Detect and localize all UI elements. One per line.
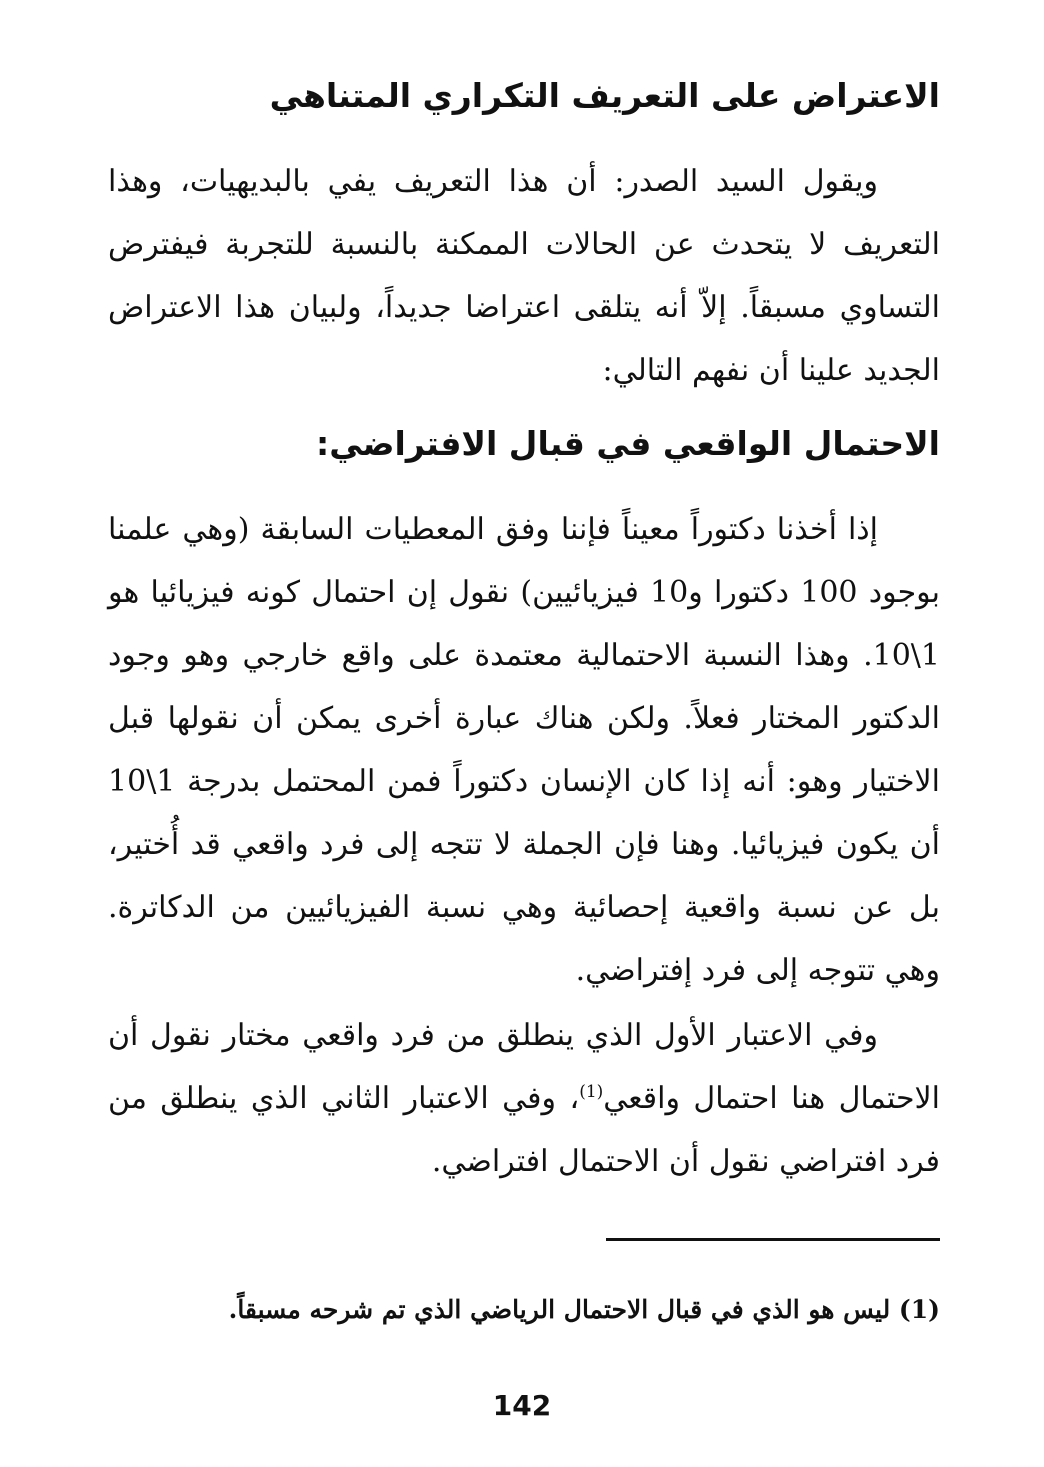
footnote-separator xyxy=(606,1238,940,1241)
page-number: 142 xyxy=(492,1389,552,1422)
footnote xyxy=(108,1290,940,1330)
footnote-marker: (1) xyxy=(898,1295,940,1324)
section-heading: الاعتراض على التعريف التكراري المتناهي xyxy=(269,76,940,115)
footnote-text: ليس هو الذي في قبال الاحتمال الرياضي الذي تم شرحه مسبقاً. xyxy=(228,1295,891,1324)
paragraph-example: إذا أخذنا دكتوراً معيناً فإننا وفق المعطيات السابقة (وهي علمنا بوجود 100 دكتورا و10 فيزيائيين) نقول إن احتمال كونه فيزيائيا هو 1\10. وهذا النسبة الاحتمالية معتمدة على واقع خارجي وهو وجود الدكتور المختار فعلاً. ولكن هناك عبارة أخرى يمكن أن نقولها قبل الاختيار وهو: أنه إذا كان الإنسان دكتوراً فمن المحتمل بدرجة 1\10 أن يكون فيزيائيا. وهنا فإن الجملة لا تتجه إلى فرد واقعي قد أُختير، بل عن نسبة واقعية إحصائية وهي نسبة الفيزيائيين من الدكاترة. وهي تتوجه إلى فرد إفتراضي. xyxy=(108,512,940,988)
subsection-heading: الاحتمال الواقعي في قبال الافتراضي: xyxy=(316,424,940,463)
paragraph-intro: ويقول السيد الصدر: أن هذا التعريف يفي بالبديهيات، وهذا التعريف لا يتحدث عن الحالات الممكنة بالنسبة للتجربة فيفترض التساوي مسبقاً. إلاّ أنه يتلقى اعتراضا جديداً، ولبيان هذا الاعتراض الجديد علينا أن نفهم التالي: xyxy=(108,164,940,388)
paragraph-conclusion-text-end: ، وفي الاعتبار الثاني الذي ينطلق من فرد افتراضي نقول أن الاحتمال افتراضي. xyxy=(108,1081,940,1179)
paragraph-conclusion xyxy=(108,1004,940,1193)
footnote-reference: (1) xyxy=(579,1082,604,1102)
paragraph-conclusion-text-start: وفي الاعتبار الأول الذي ينطلق من فرد واقعي مختار نقول أن الاحتمال هنا احتمال واقعي xyxy=(108,1018,940,1116)
